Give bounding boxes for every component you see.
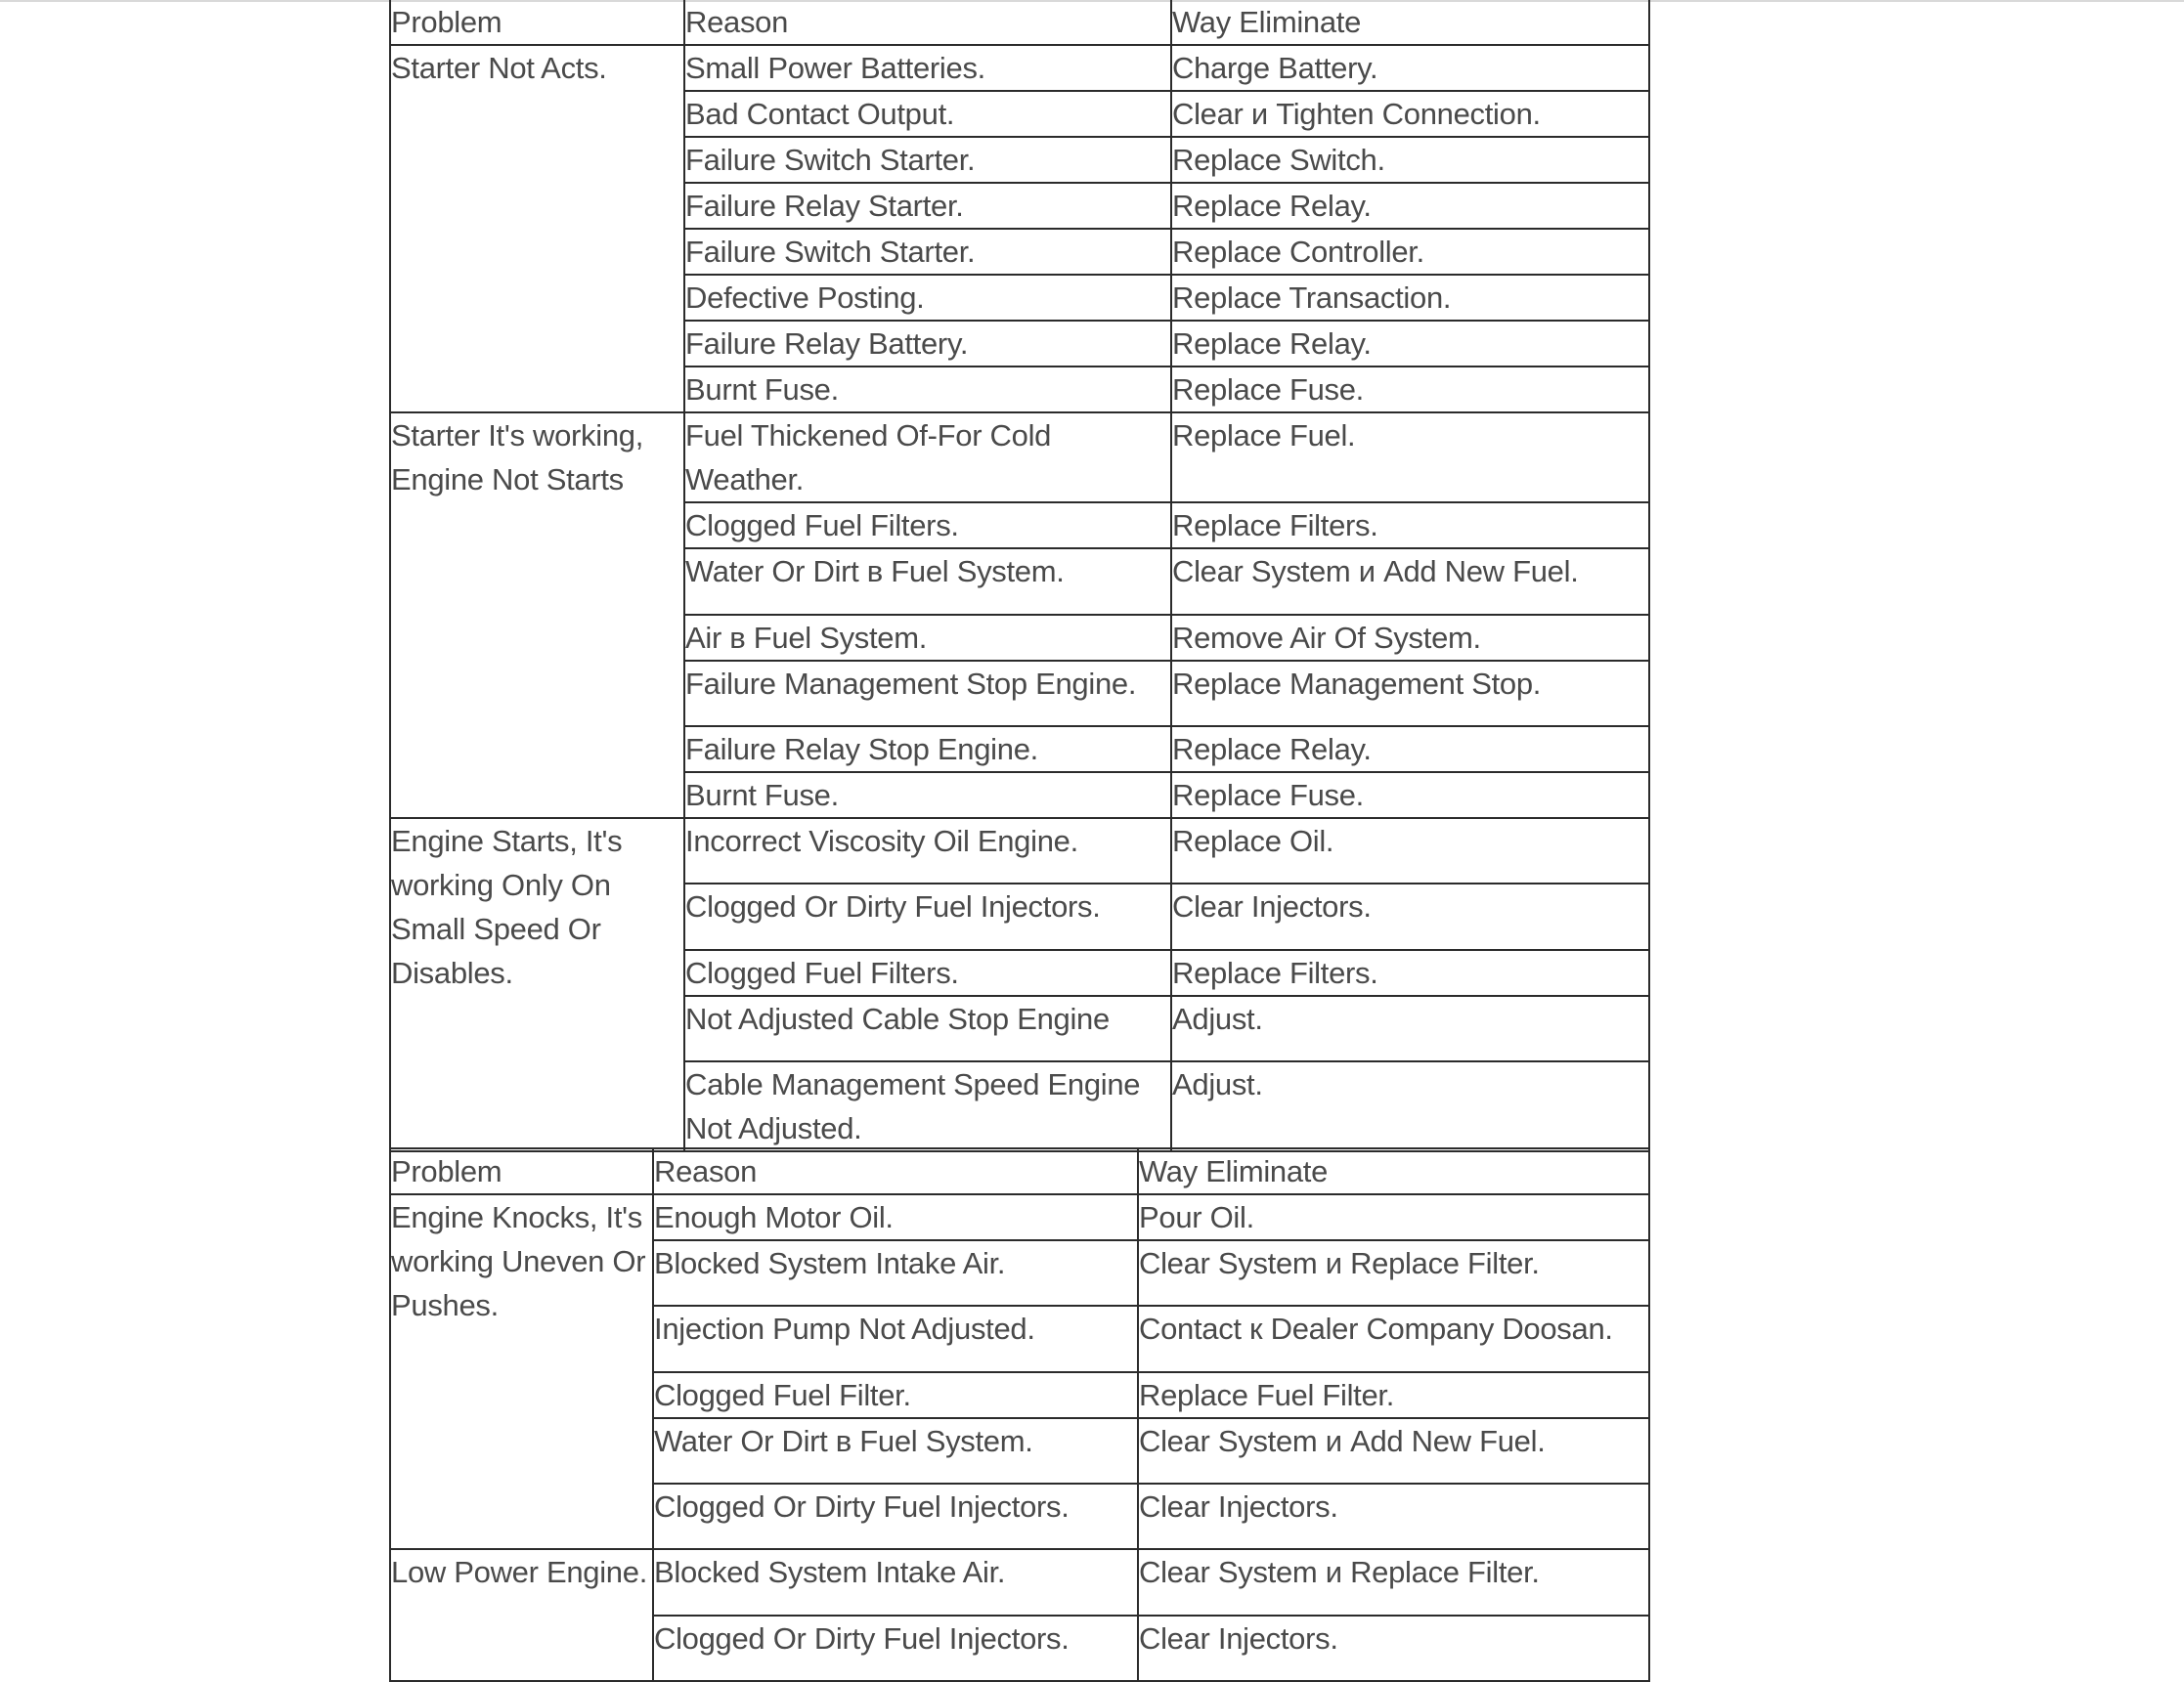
remedy-cell: Adjust.	[1171, 996, 1649, 1061]
table-header-row	[390, 0, 1649, 45]
remedy-cell: Replace Transaction.	[1171, 275, 1649, 321]
troubleshooting-table-1	[389, 0, 1650, 1152]
reason-cell: Defective Posting.	[684, 275, 1171, 321]
remedy-cell: Replace Oil.	[1171, 818, 1649, 884]
remedy-cell: Clear Injectors.	[1171, 884, 1649, 950]
troubleshooting-table-2	[389, 1147, 1650, 1682]
header-problem: Problem	[390, 0, 684, 45]
remedy-cell: Clear System и Add New Fuel.	[1171, 548, 1649, 615]
reason-cell: Failure Relay Stop Engine.	[684, 726, 1171, 772]
reason-cell: Bad Contact Output.	[684, 91, 1171, 137]
table-header-row	[390, 1148, 1649, 1194]
table-row	[390, 1549, 1649, 1616]
remedy-cell: Replace Management Stop.	[1171, 661, 1649, 726]
problem-cell: Engine Knocks, It's working Uneven Or Pushes.	[390, 1194, 653, 1549]
reason-cell: Blocked System Intake Air.	[653, 1240, 1138, 1306]
remedy-cell: Clear Injectors.	[1138, 1616, 1649, 1681]
reason-cell: Failure Relay Battery.	[684, 321, 1171, 367]
remedy-cell: Replace Filters.	[1171, 502, 1649, 548]
remedy-cell: Replace Filters.	[1171, 950, 1649, 996]
reason-cell: Not Adjusted Cable Stop Engine	[684, 996, 1171, 1061]
remedy-cell: Clear System и Replace Filter.	[1138, 1549, 1649, 1616]
reason-cell: Clogged Fuel Filters.	[684, 950, 1171, 996]
reason-cell: Failure Switch Starter.	[684, 137, 1171, 183]
header-problem: Problem	[390, 1148, 653, 1194]
problem-cell: Engine Starts, It's working Only On Small Speed Or Disables.	[390, 818, 684, 1151]
reason-cell: Incorrect Viscosity Oil Engine.	[684, 818, 1171, 884]
remedy-cell: Replace Fuel Filter.	[1138, 1372, 1649, 1418]
reason-cell: Air в Fuel System.	[684, 615, 1171, 661]
reason-cell: Fuel Thickened Of-For Cold Weather.	[684, 412, 1171, 502]
header-reason: Reason	[653, 1148, 1138, 1194]
table-row	[390, 1194, 1649, 1240]
reason-cell: Clogged Or Dirty Fuel Injectors.	[684, 884, 1171, 950]
remedy-cell: Clear и Tighten Connection.	[1171, 91, 1649, 137]
problem-cell: Starter Not Acts.	[390, 45, 684, 412]
header-reason: Reason	[684, 0, 1171, 45]
reason-cell: Injection Pump Not Adjusted.	[653, 1306, 1138, 1372]
reason-cell: Clogged Fuel Filter.	[653, 1372, 1138, 1418]
remedy-cell: Clear System и Add New Fuel.	[1138, 1418, 1649, 1484]
reason-cell: Small Power Batteries.	[684, 45, 1171, 91]
reason-cell: Clogged Or Dirty Fuel Injectors.	[653, 1484, 1138, 1549]
header-way-eliminate: Way Eliminate	[1138, 1148, 1649, 1194]
reason-cell: Water Or Dirt в Fuel System.	[653, 1418, 1138, 1484]
remedy-cell: Clear System и Replace Filter.	[1138, 1240, 1649, 1306]
remedy-cell: Replace Relay.	[1171, 183, 1649, 229]
problem-cell: Low Power Engine.	[390, 1549, 653, 1681]
reason-cell: Enough Motor Oil.	[653, 1194, 1138, 1240]
problem-cell: Starter It's working, Engine Not Starts	[390, 412, 684, 818]
remedy-cell: Replace Controller.	[1171, 229, 1649, 275]
remedy-cell: Contact к Dealer Company Doosan.	[1138, 1306, 1649, 1372]
reason-cell: Clogged Fuel Filters.	[684, 502, 1171, 548]
remedy-cell: Replace Fuel.	[1171, 412, 1649, 502]
remedy-cell: Charge Battery.	[1171, 45, 1649, 91]
table-row	[390, 45, 1649, 91]
remedy-cell: Replace Fuse.	[1171, 772, 1649, 818]
remedy-cell: Adjust.	[1171, 1061, 1649, 1151]
remedy-cell: Replace Relay.	[1171, 321, 1649, 367]
table-row	[390, 818, 1649, 884]
reason-cell: Failure Management Stop Engine.	[684, 661, 1171, 726]
reason-cell: Water Or Dirt в Fuel System.	[684, 548, 1171, 615]
remedy-cell: Replace Fuse.	[1171, 367, 1649, 412]
reason-cell: Burnt Fuse.	[684, 772, 1171, 818]
reason-cell: Cable Management Speed Engine Not Adjusted.	[684, 1061, 1171, 1151]
remedy-cell: Clear Injectors.	[1138, 1484, 1649, 1549]
reason-cell: Burnt Fuse.	[684, 367, 1171, 412]
remedy-cell: Pour Oil.	[1138, 1194, 1649, 1240]
reason-cell: Clogged Or Dirty Fuel Injectors.	[653, 1616, 1138, 1681]
remedy-cell: Replace Switch.	[1171, 137, 1649, 183]
remedy-cell: Remove Air Of System.	[1171, 615, 1649, 661]
table-row	[390, 412, 1649, 502]
header-way-eliminate: Way Eliminate	[1171, 0, 1649, 45]
reason-cell: Failure Switch Starter.	[684, 229, 1171, 275]
reason-cell: Failure Relay Starter.	[684, 183, 1171, 229]
reason-cell: Blocked System Intake Air.	[653, 1549, 1138, 1616]
remedy-cell: Replace Relay.	[1171, 726, 1649, 772]
